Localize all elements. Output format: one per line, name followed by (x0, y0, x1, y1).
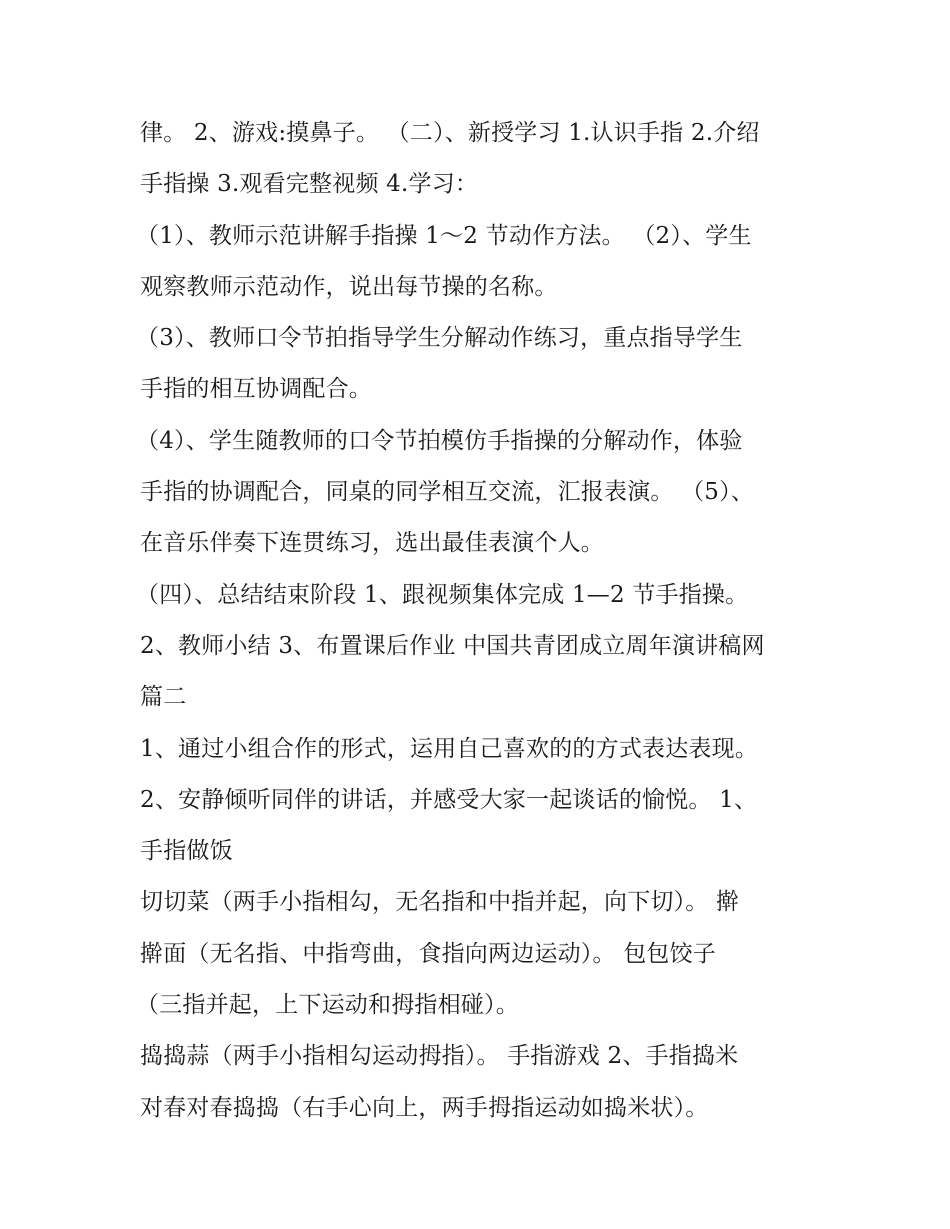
text-line: 律。 2、游戏:摸鼻子。 （二）、新授学习 1.认识手指 2.介绍 (140, 120, 760, 146)
text-line: 1、通过小组合作的形式，运用自己喜欢的的方式表达表现。 (140, 735, 759, 762)
text-line: （3）、教师口令节拍指导学生分解动作练习，重点指导学生 (136, 325, 743, 352)
text-line: 对春对春捣捣（右手心向上，两手拇指运动如捣米状）。 (140, 1094, 709, 1121)
text-line: （1）、教师示范讲解手指操 1～2 节动作方法。 （2）、学生 (136, 222, 752, 249)
text-line: 手指的协调配合，同桌的同学相互交流，汇报表演。 （5）、 (140, 479, 755, 506)
text-line: 篇二 (140, 684, 187, 711)
text-line: 2、安静倾听同伴的讲话，并感受大家一起谈话的愉悦。 1、 (140, 786, 758, 813)
text-line: （三指并起，上下运动和拇指相碰）。 (136, 992, 519, 1019)
body-text (136, 108, 820, 1134)
text-line: 观察教师示范动作，说出每节操的名称。 (140, 273, 558, 300)
text-line: 2、教师小结 3、布置课后作业 中国共青团成立周年演讲稿网 (140, 632, 765, 659)
text-line: 手指的相互协调配合。 (140, 376, 372, 403)
text-line: （四）、总结结束阶段 1、跟视频集体完成 1—2 节手指操。 (136, 581, 749, 608)
text-line: 切切菜（两手小指相勾，无名指和中指并起，向下切）。 擀 (140, 889, 740, 916)
text-line: 手指做饭 (140, 838, 233, 865)
text-line: 手指操 3.观看完整视频 4.学习： (140, 171, 479, 198)
text-line: 捣捣蒜（两手小指相勾运动拇指）。 手指游戏 2、手指捣米 (140, 1043, 739, 1070)
text-line: （4）、学生随教师的口令节拍模仿手指操的分解动作，体验 (136, 427, 743, 454)
text-line: 在音乐伴奏下连贯练习，选出最佳表演个人。 (140, 530, 604, 557)
text-line: 擀面（无名指、中指弯曲，食指向两边运动）。 包包饺子 (140, 940, 717, 967)
